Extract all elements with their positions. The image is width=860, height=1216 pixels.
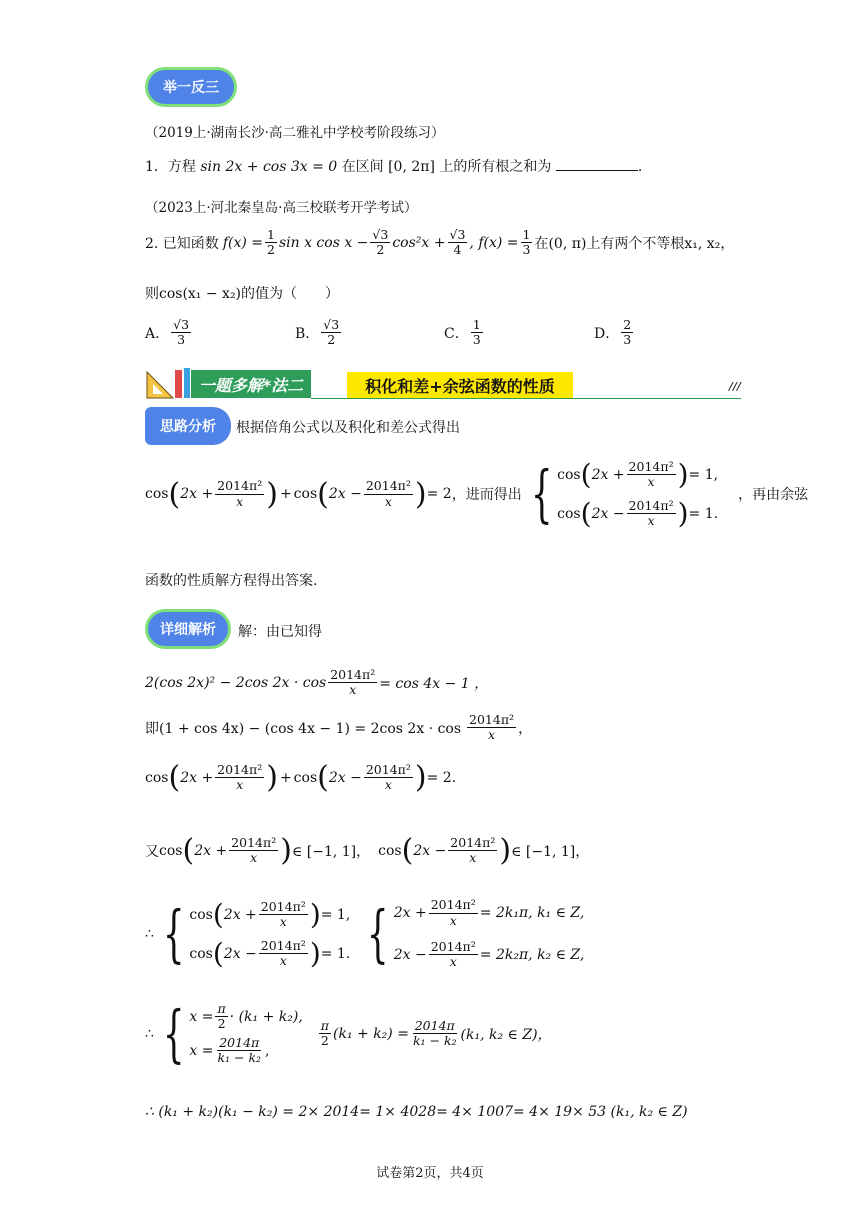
option-b: [295, 318, 343, 348]
analysis-line3: 函数的性质解方程得出答案.: [145, 573, 318, 589]
option-c-label: C．: [444, 325, 469, 342]
sum-equation: [317, 1019, 552, 1049]
detail-line-1: [145, 668, 488, 698]
row: cos ( 2x + $\frac{\text{2014π²}}{x}$ ) = 1,: [189, 898, 351, 931]
brace: {: [162, 897, 185, 970]
detail-text: 解：由已知得: [238, 624, 322, 640]
option-b-label: B．: [295, 325, 320, 342]
cos-h: cos: [378, 842, 402, 859]
num: 2014π: [414, 1017, 455, 1033]
detail-last-line: ∴ (k₁ + k₂)(k₁ − k₂) = 2× 2014= 1× 4028= 4× 1007= 4× 19× 53 (k₁, k₂ ∈ Z): [145, 1104, 688, 1120]
frac-e-den: x: [236, 777, 244, 792]
frac: [411, 1019, 459, 1049]
paren: ): [414, 476, 427, 512]
q2-part1: sin x cos x −: [278, 234, 369, 251]
system-1a-rows: [189, 898, 350, 970]
system-2a: [154, 996, 303, 1070]
q1-suffix: 上的所有根之和为: [439, 159, 552, 175]
brace: {: [367, 897, 389, 970]
num: 2014π: [219, 1034, 260, 1050]
frac-d-den: x: [647, 513, 655, 528]
option-c-den: 3: [472, 332, 481, 348]
system-1a: [154, 898, 350, 970]
cos-e: cos: [145, 769, 169, 786]
frac-l2-num: 2014π²: [469, 712, 515, 727]
analysis-after: ，再由余弦: [738, 487, 809, 503]
plus2x-g: 2x +: [194, 842, 228, 859]
ruler-pencil-icon: [145, 366, 193, 400]
detail-badge: 详细解析: [145, 609, 231, 649]
num: 2014π²: [430, 897, 476, 913]
option-a: [145, 318, 193, 348]
q2-sqrt3-half: [370, 228, 390, 258]
xeq: x =: [189, 1008, 214, 1025]
xeq: x =: [189, 1042, 214, 1059]
option-a-frac: [171, 318, 191, 348]
option-b-den: 2: [327, 332, 336, 348]
analysis-mid: ，进而得出: [451, 487, 522, 503]
frac-g-den: x: [250, 850, 258, 865]
option-a-num: √3: [173, 317, 190, 332]
plus2x: 2x +: [223, 906, 257, 923]
cos-d: cos: [557, 505, 581, 522]
frac-b-num: 2014π²: [365, 478, 411, 494]
frac-b: [364, 479, 413, 509]
method-tag: 一题多解*法二: [191, 370, 311, 398]
row: [189, 1002, 302, 1032]
den: x: [449, 912, 457, 928]
frac-c-num: 2014π²: [628, 458, 674, 474]
source-note-1: （2019上·湖南长沙·高二雅礼中学校考阶段练习）: [145, 125, 445, 141]
q2-part2: cos²x +: [392, 234, 446, 251]
frac-c-den: x: [647, 474, 655, 489]
practice-badge: 举一反三: [145, 67, 237, 107]
plus2x-e: 2x +: [180, 769, 214, 786]
detail-line-4: 又 cos ( 2x + $\frac{\text{2014π²}}{x}$ ) ∈ [−1, 1]， cos ( 2x − $\frac{\text{2014π²}}{x}$ ) ∈ [−1, 1]，: [145, 833, 590, 868]
in1: ∈ [−1, 1]，: [291, 843, 371, 860]
q1-interval: [0, 2π]: [388, 159, 435, 175]
option-d-frac: [621, 318, 633, 348]
minus2x: 2x −: [223, 945, 257, 962]
eq1: = 1,: [320, 906, 351, 923]
frac-d: [627, 499, 676, 529]
q1-end: .: [637, 159, 643, 175]
option-d-num: 2: [623, 317, 632, 332]
frac-d-num: 2014π²: [628, 497, 674, 513]
q2-sqrt3-quarter: [448, 228, 468, 258]
banner-rule: [311, 398, 741, 399]
frac-f: [364, 763, 413, 793]
banner-mark: ///: [729, 380, 742, 393]
paren: (: [317, 476, 329, 512]
num: π: [320, 1017, 329, 1033]
minus2x-f: 2x −: [328, 769, 362, 786]
system-rows: [557, 458, 718, 530]
kz: (k₁, k₂ ∈ Z)，: [460, 1026, 552, 1043]
frac: [259, 939, 308, 969]
eq1dot: = 1.: [320, 945, 351, 962]
cos: cos: [189, 906, 213, 923]
den: 2: [320, 1033, 329, 1049]
minus2x-h: 2x −: [413, 842, 447, 859]
in2: ∈ [−1, 1]，: [511, 843, 590, 860]
sumeq: (k₁ + k₂) =: [333, 1025, 409, 1042]
system-2a-rows: [189, 1002, 302, 1066]
frac-l1-den: x: [349, 682, 357, 698]
option-c-frac: [471, 318, 483, 348]
den: k₁ − k₂: [412, 1033, 457, 1049]
detail-system-1: [145, 898, 584, 970]
option-d: [594, 318, 635, 348]
row: cos ( 2x − $\frac{\text{2014π²}}{x}$ ) = 1.: [189, 937, 351, 970]
q1-prefix: 1．方程: [145, 159, 196, 175]
system-row-1: cos ( 2x + $\frac{\text{2014π²}}{x}$ ) = 1,: [557, 458, 719, 491]
frac: [259, 900, 308, 930]
l1a: 2(cos 2x)² − 2cos 2x · cos: [145, 674, 327, 691]
cos-a: cos: [145, 486, 169, 502]
q2-s3-num: √3: [372, 227, 389, 242]
minus2x-a: 2x −: [328, 486, 362, 502]
option-a-den: 3: [177, 332, 186, 348]
frac: [319, 1019, 331, 1049]
analysis-system: [522, 458, 718, 530]
eq1dot-d: = 1.: [688, 505, 719, 522]
question-1: [145, 156, 642, 176]
plus2x-c: 2x +: [591, 466, 625, 483]
source-note-2: （2023上·河北秦皇岛·高三校联考开学考试）: [145, 200, 418, 216]
frac: [429, 898, 478, 928]
frac-l1: [328, 668, 377, 698]
brace: {: [162, 996, 185, 1070]
comma: ,: [265, 1042, 270, 1059]
eq1-c: = 1,: [688, 466, 719, 483]
frac-g-num: 2014π²: [231, 834, 277, 850]
frac-a-den: x: [236, 493, 244, 509]
k1: = 2k₁π, k₁ ∈ Z,: [479, 905, 585, 922]
you: 又: [145, 843, 159, 860]
eq2dot-f: = 2.: [426, 769, 457, 786]
q1-mid: 在区间: [341, 159, 384, 175]
frac-f-num: 2014π²: [365, 761, 411, 777]
ksum: · (k₁ + k₂),: [229, 1008, 303, 1025]
q2-f: f(x) =: [222, 234, 263, 251]
cos-f: cos: [293, 769, 318, 786]
option-b-num: √3: [323, 317, 340, 332]
frac-h: [448, 836, 497, 866]
brace: {: [530, 457, 553, 530]
frac-f-den: x: [384, 777, 392, 792]
frac-l1-num: 2014π²: [330, 667, 376, 682]
minus2x-d: 2x −: [591, 505, 625, 522]
eq2-a: = 2: [426, 486, 452, 502]
minus2x: 2x −: [393, 946, 427, 963]
den: x: [449, 954, 457, 970]
q2-tail: 在(0, π)上有两个不等根x₁, x₂，: [534, 235, 735, 252]
den: k₁ − k₂: [217, 1050, 262, 1066]
frac-l2-den: x: [488, 727, 496, 743]
frac-g: [229, 836, 278, 866]
frac-h-num: 2014π²: [450, 834, 496, 850]
l2b: ，: [518, 720, 533, 737]
analysis-badge: 思路分析: [145, 407, 231, 445]
frac: [215, 1036, 263, 1066]
num: 2014π²: [260, 898, 306, 914]
num: π: [217, 1001, 226, 1016]
system-row-2: cos ( 2x − $\frac{\text{2014π²}}{x}$ ) = 1.: [557, 497, 719, 530]
cos-b: cos: [293, 486, 318, 502]
q2-half-num: 1: [267, 227, 275, 242]
q2-half: [265, 228, 277, 258]
frac-a-num: 2014π²: [217, 478, 263, 494]
plus2x: 2x +: [393, 905, 427, 922]
analysis-text: 根据倍角公式以及积化和差公式得出: [236, 420, 460, 436]
plus2x-a: 2x +: [180, 486, 214, 502]
q2-s3b-den: 4: [453, 242, 462, 258]
q2-s3b-num: √3: [449, 227, 466, 242]
method-title: 积化和差+余弦函数的性质: [347, 372, 573, 398]
method-banner: [145, 362, 745, 402]
paren: (: [168, 476, 181, 512]
detail-line-2: [145, 713, 532, 743]
frac-e: [215, 763, 264, 793]
therefore-1: ∴: [145, 926, 154, 942]
num: 2014π²: [260, 937, 306, 953]
option-d-label: D．: [594, 325, 620, 342]
detail-system-2: [145, 996, 552, 1070]
option-d-den: 3: [623, 332, 632, 348]
question-2: [145, 228, 734, 258]
q1-equation: sin 2x + cos 3x = 0: [200, 159, 338, 175]
frac: [429, 940, 478, 970]
row: [189, 1036, 302, 1066]
system-1b-rows: [394, 898, 585, 970]
q2-line2: 则cos(x₁ − x₂)的值为（ ）: [145, 286, 340, 302]
answer-blank: [556, 158, 638, 171]
paren: ): [266, 476, 278, 512]
cos-g: cos: [159, 842, 183, 859]
q2-prefix: 2. 已知函数: [145, 235, 219, 252]
frac-c: [627, 460, 676, 490]
cos-c: cos: [557, 466, 581, 483]
den: 2: [217, 1016, 226, 1032]
den: x: [279, 953, 287, 968]
k2: = 2k₂π, k₂ ∈ Z,: [479, 946, 585, 963]
option-b-frac: [321, 318, 341, 348]
row: [394, 898, 585, 928]
detail-line-3: cos ( 2x + $\frac{\text{2014π²}}{x}$ ) + cos ( 2x − $\frac{\text{2014π²}}{x}$ ) = 2.: [145, 760, 457, 795]
q2-third: [521, 228, 533, 258]
q2-third-num: 1: [522, 227, 531, 242]
frac-h-den: x: [469, 850, 477, 865]
frac-a: [215, 479, 264, 509]
q2-fx: , f(x) =: [469, 234, 519, 251]
l1b: = cos 4x − 1 ，: [379, 675, 489, 692]
system-1b: [358, 898, 584, 970]
row: [394, 940, 585, 970]
option-c: [444, 318, 485, 348]
q2-s3-den: 2: [376, 242, 385, 258]
l2a: 即(1 + cos 4x) − (cos 4x − 1) = 2cos 2x · cos: [145, 720, 462, 737]
q2-third-den: 3: [522, 242, 531, 258]
frac: [215, 1002, 227, 1032]
cos: cos: [189, 945, 213, 962]
frac-b-den: x: [384, 493, 392, 509]
frac-l2: [467, 713, 516, 743]
den: x: [279, 914, 287, 929]
therefore-2: ∴: [145, 1025, 154, 1042]
frac-e-num: 2014π²: [217, 761, 263, 777]
num: 2014π²: [430, 939, 476, 954]
option-a-label: A．: [145, 325, 170, 342]
page-footer: 试卷第2页，共4页: [376, 1166, 484, 1181]
q2-half-den: 2: [267, 242, 275, 258]
option-c-num: 1: [472, 317, 481, 332]
analysis-equation: cos ( 2x + $\frac{\text{2014π²}}{x}$ ) + cos ( 2x − $\frac{\text{2014π²}}{x}$ ) = 2 ，进而得出 { cos ( 2x + $\frac{\text{2014π²}}{x}$ ) = 1, cos ( 2x − $\frac{\text{2014π²}}{x}$ ) = 1. ，再由余弦: [145, 457, 809, 530]
